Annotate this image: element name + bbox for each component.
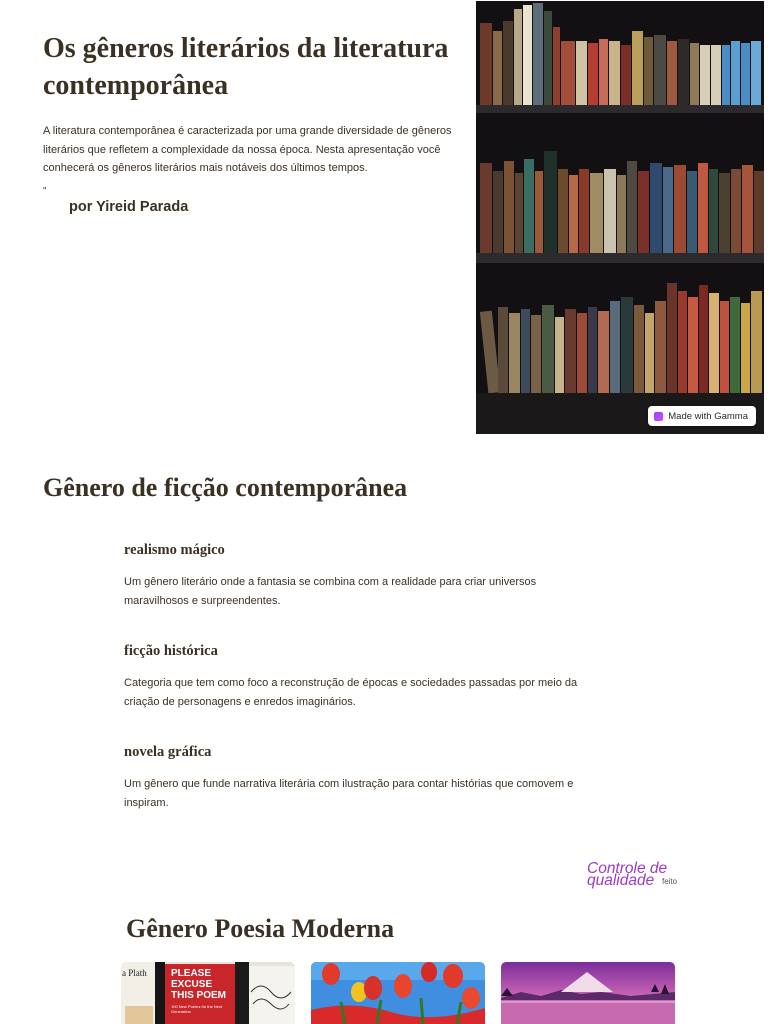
fiction-section-title: Gênero de ficção contemporânea: [43, 473, 408, 502]
quote-mark: ": [43, 186, 47, 197]
tulips-painting-image: [311, 962, 485, 1024]
genre-item: [124, 744, 584, 812]
gamma-logo-icon: [654, 412, 663, 421]
quality-control-label-1: Controle de: [587, 860, 668, 877]
genre-description: Um gênero literário onde a fantasia se combina com a realidade para criar universos maravilhosos e surpreendentes.: [124, 576, 537, 607]
quality-control-label-2: qualidade: [587, 872, 655, 889]
badge-label: Made with Gamma: [668, 410, 748, 422]
poetry-book-headline: PLEASE EXCUSE THIS POEM: [171, 968, 227, 1001]
genre-item: [124, 542, 584, 610]
tulips-card: [311, 962, 485, 1024]
made-with-gamma-badge[interactable]: [648, 406, 756, 426]
bookshelf-image: [476, 1, 764, 434]
mountain-lake-card: [501, 962, 675, 1024]
genre-name: ficção histórica: [124, 643, 218, 659]
mountain-lake-image: [501, 962, 675, 1024]
genre-name: realismo mágico: [124, 542, 225, 558]
bookshelf-illustration: [476, 1, 764, 434]
poetry-books-card: [121, 962, 295, 1024]
poetry-book-subline: 100 New Poems for the Next Generation: [171, 1004, 223, 1014]
page-title: Os gêneros literários da literatura contemporânea: [43, 33, 449, 101]
genre-description: Um gênero que funde narrativa literária com ilustração para contar histórias que comovem e inspiram.: [124, 778, 574, 809]
genre-name: novela gráfica: [124, 744, 212, 760]
quality-control-small: feito: [662, 877, 678, 886]
poetry-book-side-text: a Plath: [122, 968, 147, 978]
genre-item: [124, 643, 584, 711]
hero-description: A literatura contemporânea é caracterizada por uma grande diversidade de gêneros literários que refletem a complexidade da nossa época. Nesta apresentação você conhecerá os gêneros literários mais notáveis dos últimos tempos.: [43, 125, 452, 174]
genre-description: Categoria que tem como foco a reconstrução de épocas e sociedades passadas por meio da criação de personagens e enredos imaginários.: [124, 677, 578, 708]
poetry-section-title: Gênero Poesia Moderna: [126, 914, 395, 943]
quality-control-link[interactable]: [587, 860, 687, 890]
author-byline: por Yireid Parada: [69, 199, 189, 215]
